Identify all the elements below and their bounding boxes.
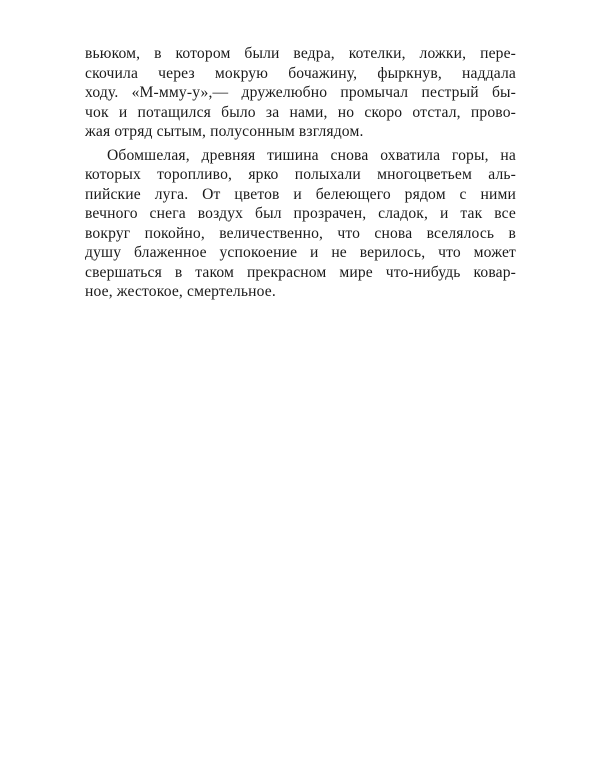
- text-line: вокруг покойно, величественно, что снова вселялось в: [85, 224, 516, 242]
- text-line: Обомшелая, древняя тишина снова охватила горы, на: [107, 146, 516, 164]
- text-line: жая отряд сытым, полусонным взглядом.: [85, 123, 364, 140]
- text-line: вьюком, в котором были ведра, котелки, ложки, пере-: [85, 45, 516, 62]
- text-line: которых торопливо, ярко полыхали многоцветьем аль-: [85, 166, 516, 183]
- page-text: [85, 44, 516, 302]
- text-line: свершаться в таком прекрасном мире что-нибудь ковар-: [85, 263, 516, 281]
- text-line: душу блаженное успокоение и не верилось, что может: [85, 244, 516, 261]
- paragraph-1: [85, 44, 516, 142]
- text-line: чок и потащился было за нами, но скоро отстал, прово-: [85, 103, 516, 121]
- text-line: скочила через мокрую бочажину, фыркнув, наддала: [85, 64, 516, 82]
- text-line: ходу. «М-мму-у»,— дружелюбно промычал пестрый бы-: [85, 84, 516, 101]
- text-line: пийские луга. От цветов и белеющего рядом с ними: [85, 185, 516, 203]
- text-line: вечного снега воздух был прозрачен, сладок, и так все: [85, 205, 516, 222]
- paragraph-2: [85, 146, 516, 302]
- text-line: ное, жестокое, смертельное.: [85, 283, 276, 300]
